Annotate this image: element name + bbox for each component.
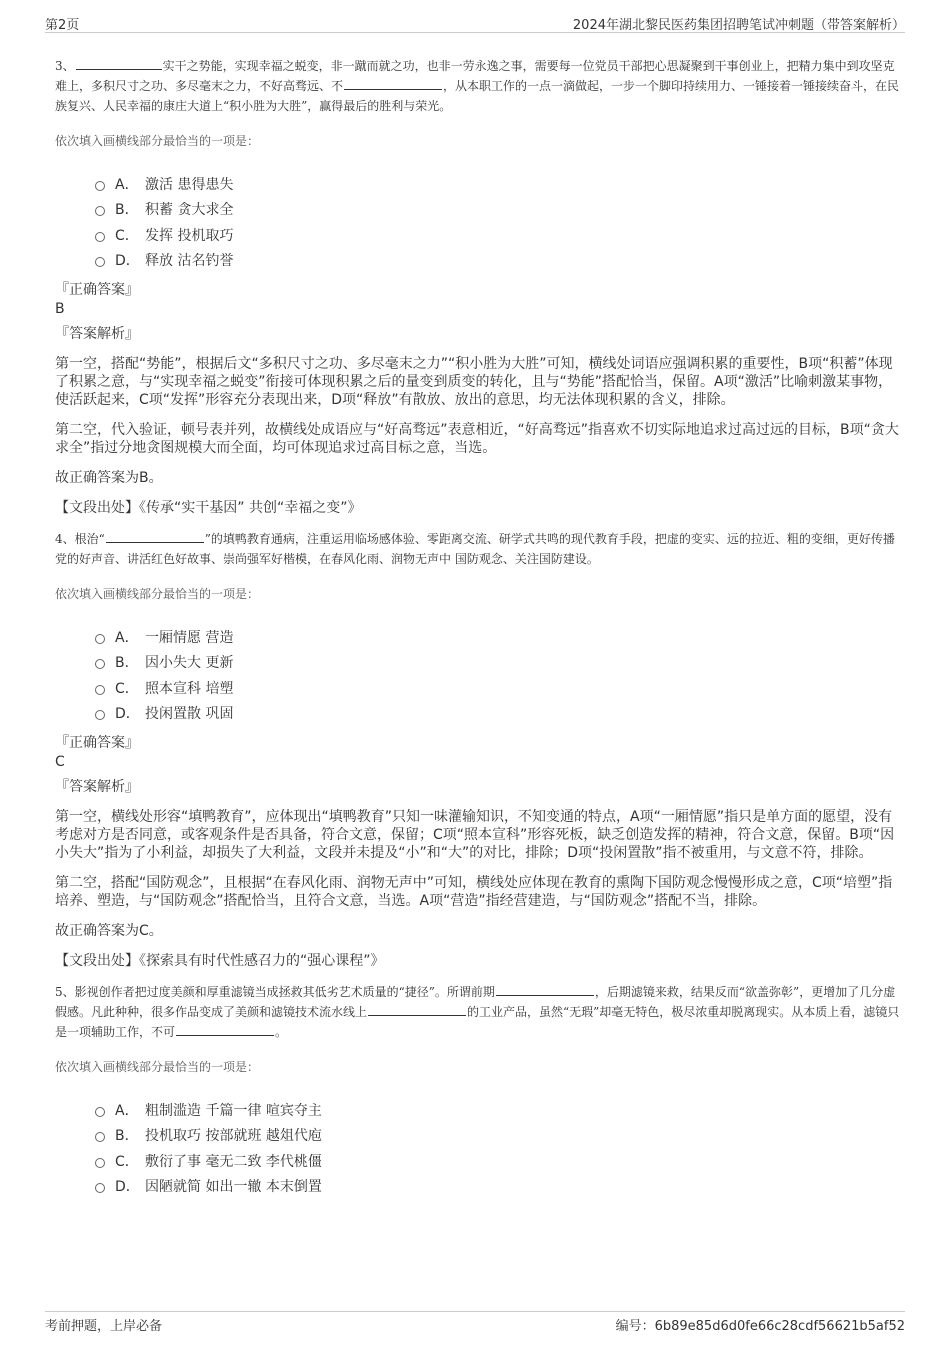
radio-icon[interactable] <box>95 1132 105 1142</box>
option-text: 激活 患得患失 <box>145 176 234 193</box>
option-letter: B． <box>115 1128 139 1145</box>
radio-icon[interactable] <box>95 1107 105 1117</box>
source-citation: 【文段出处】《探索具有时代性感召力的“强心课程”》 <box>55 953 385 969</box>
stem-text: ”的填鸭教育通病，注重运用临场感体验、零距离交流、研学式共鸣的现代教育手段，把虚的变实、远的拉近、粗的变细，更好传播党的好声音、讲活红色好故事、崇尚强军好楷模，在春风化雨、润物无声中 国防观念、关注国防建设。 <box>55 532 895 566</box>
radio-icon[interactable] <box>95 181 105 191</box>
header-divider <box>45 32 905 33</box>
answer-blank <box>76 57 162 70</box>
document-body <box>55 56 900 1199</box>
option-b[interactable] <box>95 1123 900 1149</box>
option-a[interactable] <box>95 1097 900 1123</box>
option-text: 因陋就简 如出一辙 本末倒置 <box>145 1179 322 1196</box>
question-stem <box>55 56 900 116</box>
option-a[interactable] <box>95 171 900 197</box>
stem-text: 5、影视创作者把过度美颜和厚重滤镜当成拯救其低劣艺术质量的“捷径”。所谓前期 <box>55 985 495 999</box>
options-list <box>95 171 900 273</box>
question-prompt: 依次填入画横线部分最恰当的一项是： <box>55 587 260 601</box>
correct-answer: C <box>55 754 65 770</box>
answer-blank <box>106 530 204 543</box>
analysis-paragraph: 第二空，代入验证，顿号表并列，故横线处成语应与“好高骛远”表意相近，“好高骛远”指喜欢不切实际地追求过高过远的目标，B项“贪大求全”指过分地贪图规模大而全面，均可体现追求过高目标之意，当选。 <box>55 422 899 456</box>
radio-icon[interactable] <box>95 710 105 720</box>
stem-text: ，从本职工作的一点一滴做起，一步一个脚印持续用力、一锤接着一锤接续奋斗，在民族复兴、人民幸福的康庄大道上“积小胜为大胜”，赢得最后的胜利与荣光。 <box>55 79 900 113</box>
analysis-paragraph: 第一空，搭配“势能”，根据后文“多积尺寸之功、多尽毫末之力”“积小胜为大胜”可知，横线处词语应强调积累的重要性，B项“积蓄”体现了积累之意，与“实现幸福之蜕变”衔接可体现积累之后的量变到质变的转化，且与“势能”搭配恰当，保留。A项“激活”比喻刺激某事物，使活跃起来，C项“发挥”形容充分表现出来，D项“释放”有散放、放出的意思，均无法体现积累的含义，排除。 <box>55 356 893 408</box>
question-5 <box>55 982 900 1199</box>
option-c[interactable] <box>95 222 900 248</box>
option-d[interactable] <box>95 701 900 727</box>
option-letter: A． <box>115 1102 139 1119</box>
footer-divider <box>45 1311 905 1312</box>
option-letter: A． <box>115 629 139 646</box>
stem-text: 的工业产品，虽然“无瑕”却毫无特色，极尽浓重却脱离现实。从本质上看，滤镜只是一项辅助工作，不可 <box>55 1005 900 1039</box>
option-text: 投机取巧 按部就班 越俎代庖 <box>145 1128 322 1145</box>
page-number: 第2页 <box>45 18 80 33</box>
answer-label: 『正确答案』 <box>55 735 139 751</box>
stem-text: 实干之势能，实现幸福之蜕变，非一蹴而就之功，也非一劳永逸之事，需要每一位党员干部把心思凝聚到干事创业上，把精力集中到攻坚克难上，多积尺寸之功、多尽毫末之力，不好高骛远、不 <box>55 59 895 93</box>
question-3 <box>55 56 900 517</box>
option-letter: D． <box>115 253 140 270</box>
source-citation: 【文段出处】《传承“实干基因” 共创“幸福之变”》 <box>55 500 362 516</box>
radio-icon[interactable] <box>95 206 105 216</box>
options-list <box>95 624 900 726</box>
option-letter: D． <box>115 1179 140 1196</box>
radio-icon[interactable] <box>95 685 105 695</box>
analysis-conclusion: 故正确答案为C。 <box>55 923 163 939</box>
radio-icon[interactable] <box>95 1158 105 1168</box>
option-text: 积蓄 贪大求全 <box>145 202 234 219</box>
radio-icon[interactable] <box>95 232 105 242</box>
footer-slogan: 考前押题，上岸必备 <box>45 1319 163 1334</box>
option-text: 敷衍了事 毫无二致 李代桃僵 <box>145 1153 322 1170</box>
options-list <box>95 1097 900 1199</box>
radio-icon[interactable] <box>95 634 105 644</box>
option-text: 一厢情愿 营造 <box>145 629 234 646</box>
option-text: 粗制滥造 千篇一律 喧宾夺主 <box>145 1102 322 1119</box>
option-letter: B． <box>115 202 139 219</box>
option-text: 释放 沽名钓誉 <box>145 253 234 270</box>
option-letter: B． <box>115 655 139 672</box>
option-c[interactable] <box>95 675 900 701</box>
stem-text: 。 <box>275 1025 288 1039</box>
answer-blank <box>368 1003 466 1016</box>
stem-text: 3、 <box>55 59 75 73</box>
option-c[interactable] <box>95 1148 900 1174</box>
option-text: 因小失大 更新 <box>145 655 234 672</box>
option-letter: C． <box>115 1153 139 1170</box>
analysis-paragraph: 第二空，搭配“国防观念”，且根据“在春风化雨、润物无声中”可知，横线处应体现在教育的熏陶下国防观念慢慢形成之意，C项“培塑”指培养、塑造，与“国防观念”搭配恰当，且符合文意，当选。A项“营造”指经营建造，与“国防观念”搭配不当，排除。 <box>55 875 893 909</box>
option-a[interactable] <box>95 624 900 650</box>
option-text: 照本宣科 培塑 <box>145 680 234 697</box>
question-prompt: 依次填入画横线部分最恰当的一项是： <box>55 134 260 148</box>
question-stem <box>55 529 900 569</box>
option-text: 发挥 投机取巧 <box>145 227 234 244</box>
answer-blank <box>176 1023 274 1036</box>
question-4 <box>55 529 900 970</box>
question-stem <box>55 982 900 1042</box>
option-letter: C． <box>115 680 139 697</box>
radio-icon[interactable] <box>95 1183 105 1193</box>
radio-icon[interactable] <box>95 659 105 669</box>
stem-text: ，后期滤镜来救，结果反而“欲盖弥彰”，更增加了几分虚假感。凡此种种，很多作品变成了美颜和滤镜技术流水线上 <box>55 985 896 1019</box>
page-header <box>45 10 905 32</box>
analysis-label: 『答案解析』 <box>55 326 139 342</box>
option-letter: D． <box>115 706 140 723</box>
analysis-conclusion: 故正确答案为B。 <box>55 470 163 486</box>
question-prompt: 依次填入画横线部分最恰当的一项是： <box>55 1060 260 1074</box>
option-d[interactable] <box>95 248 900 274</box>
option-b[interactable] <box>95 197 900 223</box>
option-b[interactable] <box>95 650 900 676</box>
answer-label: 『正确答案』 <box>55 282 139 298</box>
option-d[interactable] <box>95 1174 900 1200</box>
answer-blank <box>496 983 594 996</box>
option-letter: C． <box>115 227 139 244</box>
analysis-label: 『答案解析』 <box>55 779 139 795</box>
option-text: 投闲置散 巩固 <box>145 706 234 723</box>
document-title: 2024年湖北黎民医药集团招聘笔试冲刺题（带答案解析） <box>572 18 905 33</box>
document-code: 编号：6b89e85d6d0fe66c28cdf56621b5af52 <box>615 1319 905 1334</box>
stem-text: 4、根治“ <box>55 532 105 546</box>
analysis-paragraph: 第一空，横线处形容“填鸭教育”，应体现出“填鸭教育”只知一味灌输知识，不知变通的特点，A项“一厢情愿”指只是单方面的愿望，没有考虑对方是否同意，或客观条件是否具备，符合文意，保留；C项“照本宣科”形容死板，缺乏创造发挥的精神，符合文意，保留。B项“因小失大”指为了小利益，却损失了大利益，文段并未提及“小”和“大”的对比，排除；D项“投闲置散”指不被重用，与文意不符，排除。 <box>55 809 895 861</box>
correct-answer: B <box>55 301 65 317</box>
answer-blank <box>344 77 442 90</box>
radio-icon[interactable] <box>95 257 105 267</box>
option-letter: A． <box>115 176 139 193</box>
